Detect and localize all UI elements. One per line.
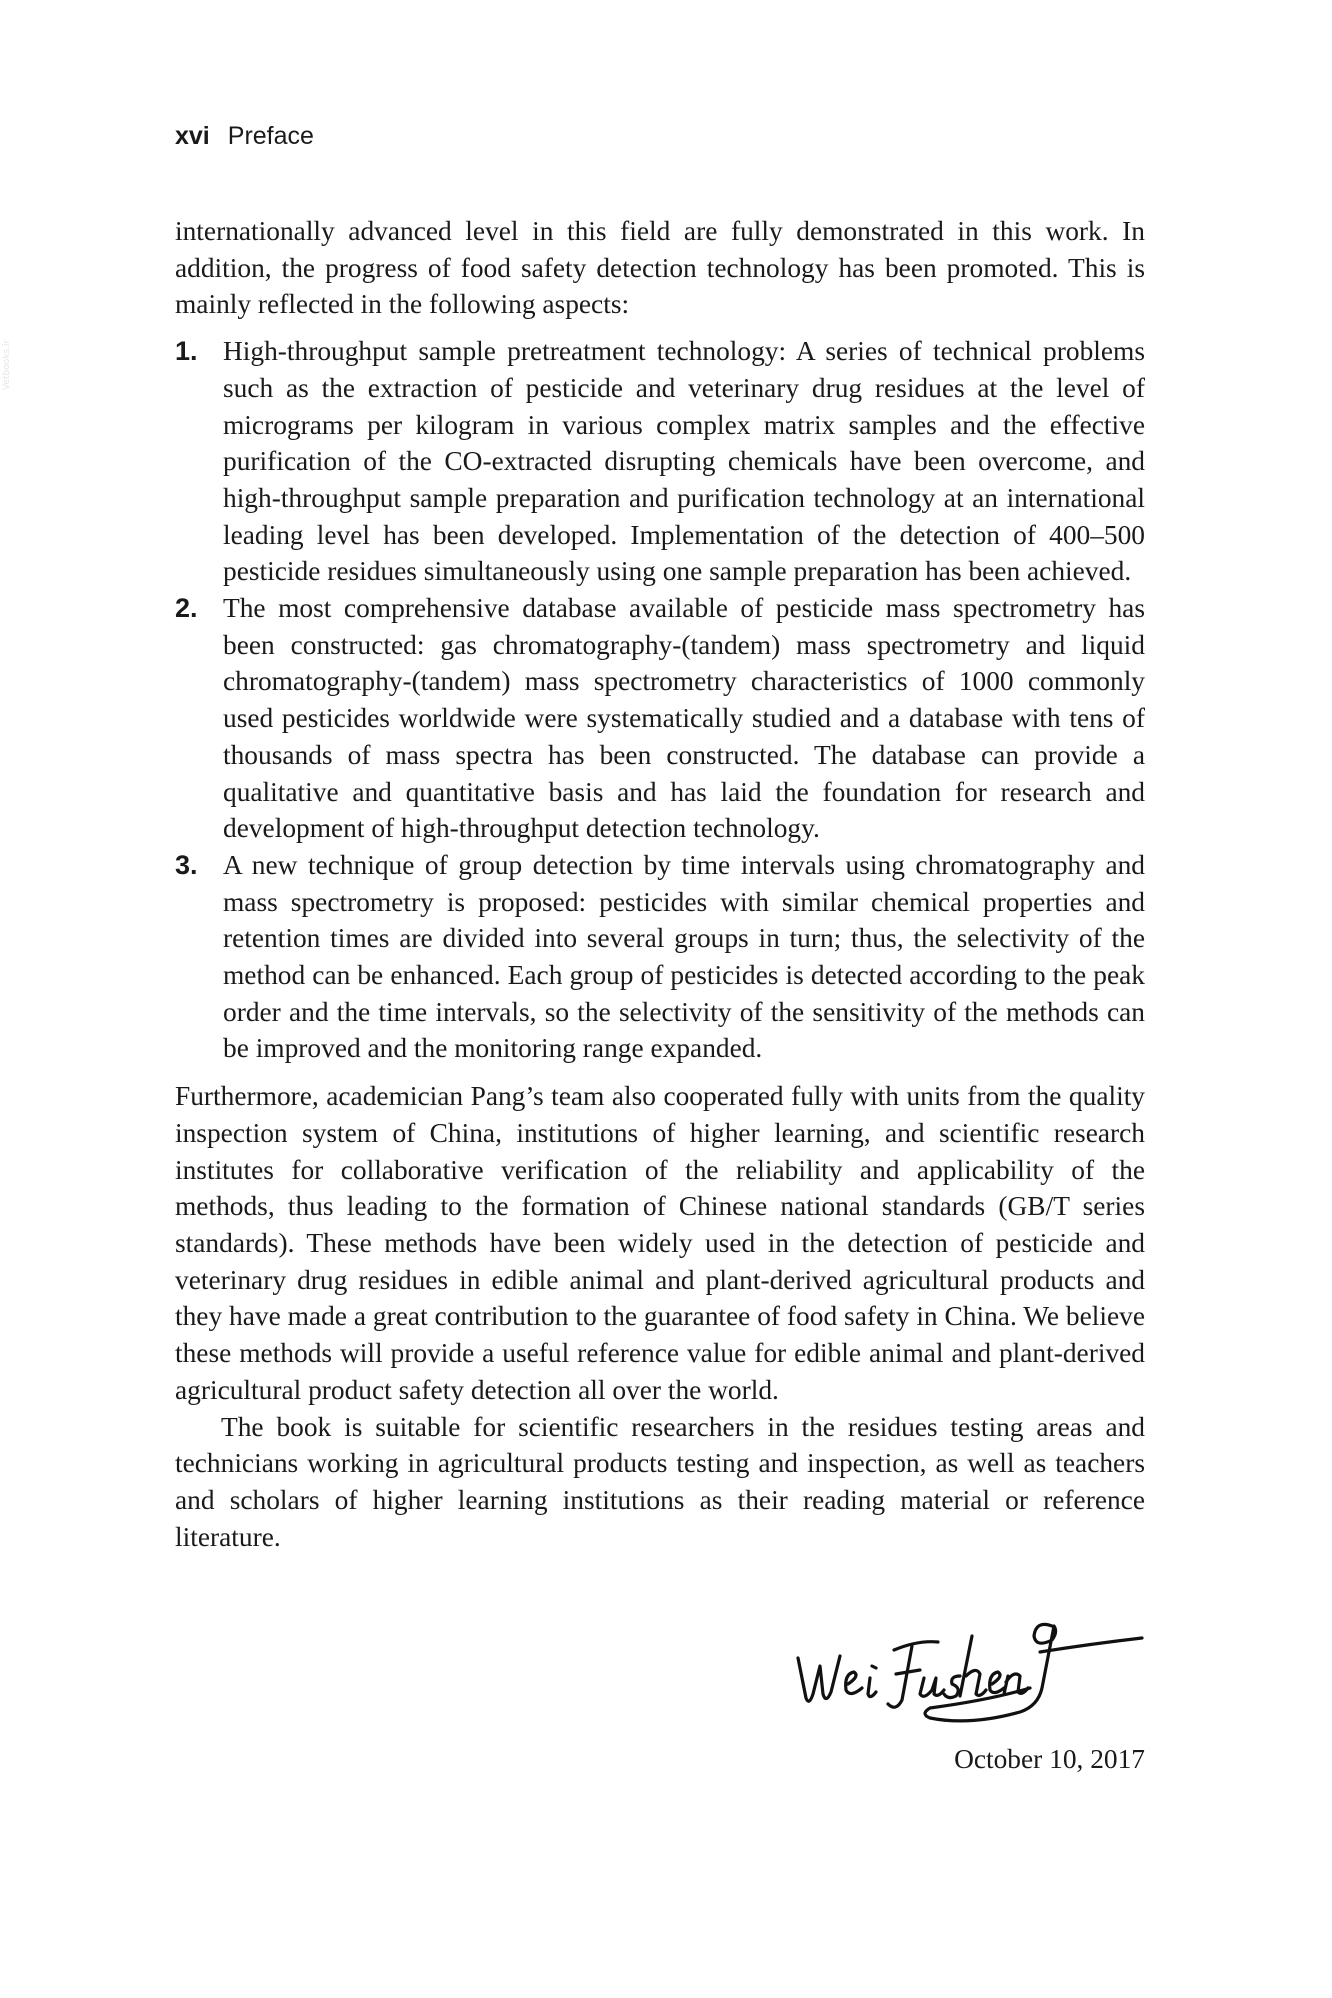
edge-watermark: Vetbooks.ir (2, 339, 12, 390)
page-number: xvi (175, 122, 210, 150)
list-item-text: A new technique of group detection by time intervals using chromatography and mass spectrometry is proposed: pesticides with similar chemical properties and retention times are divided into several groups in turn; thus, the selectivity of the method can be enhanced. Each group of pesticides is detected according to the peak order and the time intervals, so the selectivity of the sensitivity of the methods can be improved and the monitoring range expanded. (223, 849, 1145, 1064)
body-paragraph: The book is suitable for scientific researchers in the residues testing areas and technicians working in agricultural products testing and inspection, as well as teachers and scholars of higher learning institutions as their reading material or reference literature. (175, 1411, 1145, 1552)
list-item-text: The most comprehensive database available of pesticide mass spectrometry has been constructed: gas chromatography-(tandem) mass spectrometry and liquid chromatography-(tandem) mass spectrometry characteristics of 1000 commonly used pesticides worldwide were systematically studied and a database with tens of thousands of mass spectra has been constructed. The database can provide a qualitative and quantitative basis and has laid the foundation for research and development of high-throughput detection technology. (223, 593, 1145, 844)
list-item-text: High-throughput sample pretreatment technology: A series of technical problems such as the extraction of pesticide and veterinary drug residues at the level of micrograms per kilogram in various complex matrix samples and the effective purification of the CO-extracted disrupting chemicals have been overcome, and high-throughput sample preparation and purification technology at an international leading level has been developed. Implementation of the detection of 400–500 pesticide residues simultaneously using one sample preparation has been achieved. (223, 336, 1145, 587)
list-item-number: 2. (175, 593, 198, 624)
signature-date: October 10, 2017 (954, 1744, 1145, 1774)
list-item (175, 847, 1145, 1067)
body-paragraph: Furthermore, academician Pang’s team also cooperated fully with units from the quality inspection system of China, institutions of higher learning, and scientific research institutes for collaborative verification of the reliability and applicability of the methods, thus leading to the formation of Chinese national standards (GB/T series standards). These methods have been widely used in the detection of pesticide and veterinary drug residues in edible animal and plant-derived agricultural products and they have made a great contribution to the guarantee of food safety in China. We believe these methods will provide a useful reference value for edible animal and plant-derived agricultural product safety detection all over the world. (175, 1081, 1145, 1405)
list-item-number: 1. (175, 336, 198, 367)
list-item (175, 590, 1145, 847)
lead-paragraph: internationally advanced level in this field are fully demonstrated in this work. In addition, the progress of food safety detection technology has been promoted. This is mainly reflected in the following aspects: (175, 216, 1145, 320)
running-header (175, 122, 314, 151)
list-item (175, 333, 1145, 590)
numbered-list (175, 333, 1145, 1067)
section-title: Preface (227, 122, 314, 150)
body-text (175, 213, 1145, 1555)
handwritten-signature (790, 1596, 1150, 1736)
list-item-number: 3. (175, 849, 198, 880)
